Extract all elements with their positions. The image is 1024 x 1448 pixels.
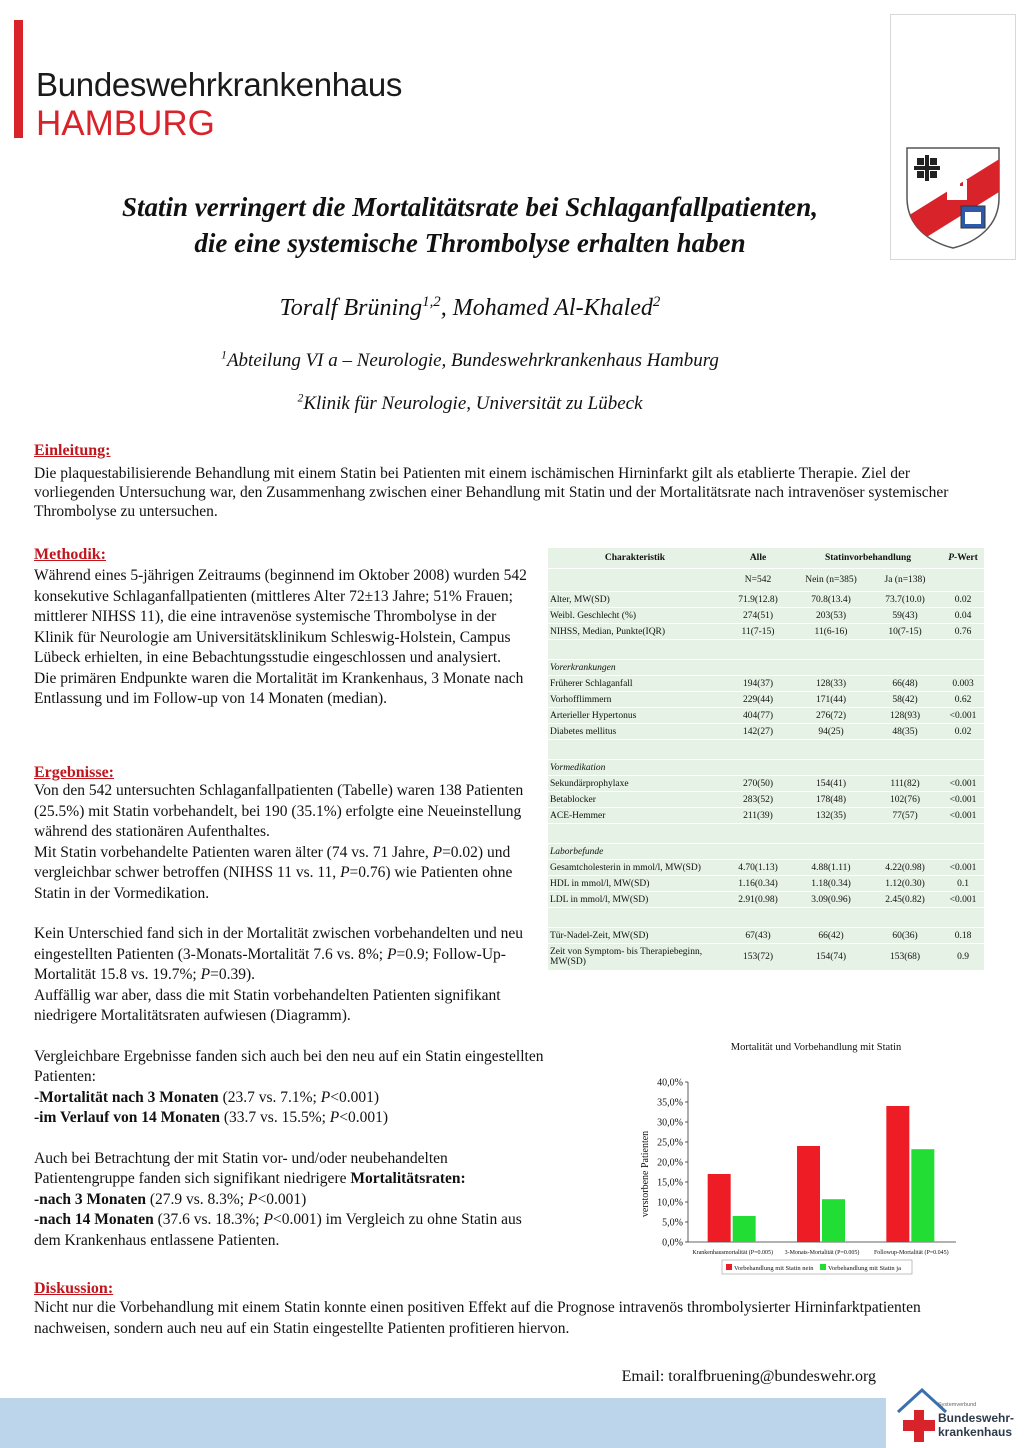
table-row	[548, 928, 984, 944]
table-header-cell: P-Wert	[942, 548, 984, 569]
table-cell-no: 66(42)	[794, 928, 868, 944]
affiliation-1-text: Abteilung VI a – Neurologie, Bundeswehrkrankenhaus Hamburg	[226, 350, 719, 371]
table-cell-yes: 1.12(0.30)	[868, 876, 942, 892]
table-cell-yes: 48(35)	[868, 724, 942, 740]
table-cell-label: Arterieller Hypertonus	[548, 708, 722, 724]
chart-bar	[822, 1199, 845, 1242]
table-cell-no: 11(6-16)	[794, 624, 868, 640]
table-cell-all: 404(77)	[722, 708, 794, 724]
table-cell-p: 0.62	[942, 692, 984, 708]
table-header-cell: Alle	[722, 548, 794, 569]
discussion-heading: Diskussion:	[34, 1280, 114, 1297]
table-cell-label: Sekundärprophylaxe	[548, 776, 722, 792]
table-category-row	[548, 760, 984, 776]
chart-x-tick-label: Krankenhausmortalität (P=0.005)	[692, 1250, 774, 1256]
results-list-item: -nach 14 Monaten (37.6 vs. 18.3%; P<0.001) im Vergleich zu ohne Statin aus dem Krankenhaus entlassene Patienten.	[34, 1211, 522, 1249]
results-list-item: -nach 3 Monaten (27.9 vs. 8.3%; P<0.001)	[34, 1190, 307, 1208]
table-category-label: Vorerkrankungen	[548, 660, 984, 676]
table-cell-label: Vorhofflimmern	[548, 692, 722, 708]
table-row	[548, 592, 984, 608]
chart-legend	[722, 1260, 912, 1274]
chart-bar	[708, 1174, 731, 1242]
table-header-row	[548, 548, 984, 569]
table-cell-yes: 58(42)	[868, 692, 942, 708]
table-body	[548, 592, 984, 971]
results-paragraph-3: Kein Unterschied fand sich in der Mortalität zwischen vorbehandelten und neu eingestellten Patienten (3-Monats-Mortalität 7.6 vs. 8%; P=0.9; Follow-Up-Mortalität 15.8 vs. 19.7%; P=0.39).	[34, 925, 523, 983]
table-cell-label: Tür-Nadel-Zeit, MW(SD)	[548, 928, 722, 944]
chart-y-tick-label: 0,0%	[662, 1237, 683, 1249]
affiliation-2-text: Klinik für Neurologie, Universität zu Lübeck	[303, 393, 643, 414]
table-cell-all: 71.9(12.8)	[722, 592, 794, 608]
chart-y-tick-label: 30,0%	[657, 1117, 683, 1129]
table-category-row	[548, 844, 984, 860]
table-cell-all: 229(44)	[722, 692, 794, 708]
mortality-chart	[626, 1032, 966, 1282]
chart-y-tick-label: 5,0%	[662, 1217, 683, 1229]
table-cell-p: <0.001	[942, 860, 984, 876]
table-cell-no: 3.09(0.96)	[794, 892, 868, 908]
table-cell-no: 154(41)	[794, 776, 868, 792]
table-cell-p: 0.76	[942, 624, 984, 640]
table-cell-all: 270(50)	[722, 776, 794, 792]
table-cell-all: 142(27)	[722, 724, 794, 740]
chart-bars	[708, 1106, 935, 1242]
table-cell-p: 0.02	[942, 592, 984, 608]
chart-y-tick-label: 25,0%	[657, 1137, 683, 1149]
characteristics-table	[548, 548, 984, 971]
author-1-affiliation: 1,2	[422, 294, 441, 310]
table-cell-p: 0.02	[942, 724, 984, 740]
table-row	[548, 608, 984, 624]
author-2: Mohamed Al-Khaled	[452, 295, 653, 321]
table-cell-no: 203(53)	[794, 608, 868, 624]
table-cell-all: 153(72)	[722, 944, 794, 971]
chart-y-axis-label: verstorbene Patienten	[640, 1130, 651, 1218]
chart-bar	[911, 1149, 934, 1242]
poster-title-line-2: die eine systemische Thrombolyse erhalten haben	[194, 228, 746, 258]
table-cell-yes: 111(82)	[868, 776, 942, 792]
table-cell-yes: 66(48)	[868, 676, 942, 692]
table-cell-yes: 10(7-15)	[868, 624, 942, 640]
table-cell-label: HDL in mmol/l, MW(SD)	[548, 876, 722, 892]
table-row	[548, 776, 984, 792]
table-cell-no: 132(35)	[794, 808, 868, 824]
table-row	[548, 692, 984, 708]
affiliation-2-number: 2	[297, 391, 304, 405]
table-subheader-row	[548, 569, 984, 592]
table-cell-label: ACE-Hemmer	[548, 808, 722, 824]
table-cell-all: 67(43)	[722, 928, 794, 944]
table-row	[548, 944, 984, 971]
results-heading: Ergebnisse:	[34, 764, 114, 781]
chart-x-tick-labels	[692, 1249, 948, 1256]
affiliation-2	[0, 393, 940, 415]
table-cell-all: 274(51)	[722, 608, 794, 624]
table-cell-yes: 4.22(0.98)	[868, 860, 942, 876]
chart-y-tick-label: 40,0%	[657, 1077, 683, 1089]
table-cell-no: 4.88(1.11)	[794, 860, 868, 876]
table-category-label: Laborbefunde	[548, 844, 984, 860]
table-subheader-cell: N=542	[722, 569, 794, 592]
table-cell-yes: 102(76)	[868, 792, 942, 808]
chart-legend-swatch	[726, 1264, 732, 1270]
methods-text	[34, 566, 534, 710]
table-cell-no: 276(72)	[794, 708, 868, 724]
results-list-item: -Mortalität nach 3 Monaten (23.7 vs. 7.1%; P<0.001)	[34, 1088, 379, 1106]
affiliation-1	[0, 350, 940, 372]
table-header-cell: Charakteristik	[548, 548, 722, 569]
table-cell-label: NIHSS, Median, Punkte(IQR)	[548, 624, 722, 640]
table-cell-label: Zeit von Symptom- bis Therapiebeginn, MW(SD)	[548, 944, 722, 971]
table-cell-no: 154(74)	[794, 944, 868, 971]
table-cell-p: <0.001	[942, 808, 984, 824]
results-text	[34, 781, 544, 1251]
table-cell-p: <0.001	[942, 708, 984, 724]
chart-legend-label: Vorbehandlung mit Statin ja	[828, 1265, 901, 1272]
table-row	[548, 624, 984, 640]
table-cell-p: 0.1	[942, 876, 984, 892]
chart-y-tick-label: 10,0%	[657, 1197, 683, 1209]
chart-bar	[733, 1216, 756, 1242]
table-cell-all: 2.91(0.98)	[722, 892, 794, 908]
table-cell-label: Betablocker	[548, 792, 722, 808]
table-row	[548, 892, 984, 908]
methods-heading: Methodik:	[34, 546, 106, 563]
table-row	[548, 708, 984, 724]
table-category-row	[548, 660, 984, 676]
author-2-affiliation: 2	[652, 294, 661, 310]
table-cell-yes: 60(36)	[868, 928, 942, 944]
table-row	[548, 676, 984, 692]
table-cell-p: 0.003	[942, 676, 984, 692]
table-row	[548, 792, 984, 808]
table-cell-no: 1.18(0.34)	[794, 876, 868, 892]
affiliation-1-number: 1	[221, 348, 227, 362]
authors	[0, 295, 940, 322]
chart-x-tick-label: 3-Monats-Mortalität (P=0.005)	[784, 1250, 860, 1256]
table-cell-yes: 2.45(0.82)	[868, 892, 942, 908]
table-cell-no: 94(25)	[794, 724, 868, 740]
table-cell-all: 283(52)	[722, 792, 794, 808]
discussion-text: Nicht nur die Vorbehandlung mit einem Statin konnte einen positiven Effekt auf die Prognose intravenös thrombolysierter Hirninfarktpatienten nachweisen, sondern auch neu auf ein Statin eingestellte Patienten profitieren hiervon.	[34, 1299, 921, 1337]
author-separator: ,	[440, 295, 453, 321]
table-row	[548, 808, 984, 824]
methods-paragraph-2: Die primären Endpunkte waren die Mortalität im Krankenhaus, 3 Monate nach Entlassung und im Follow-up von 14 Monaten (median).	[34, 669, 524, 707]
table-cell-all: 211(39)	[722, 808, 794, 824]
table-cell-no: 128(33)	[794, 676, 868, 692]
chart-y-tick-label: 35,0%	[657, 1097, 683, 1109]
chart-bar	[797, 1146, 820, 1242]
contact-email[interactable]: Email: toralfbruening@bundeswehr.org	[621, 1368, 876, 1385]
chart-title: Mortalität und Vorbehandlung mit Statin	[730, 1042, 902, 1053]
header-red-bar	[14, 20, 23, 138]
table-cell-no: 70.8(13.4)	[794, 592, 868, 608]
table-cell-yes: 59(43)	[868, 608, 942, 624]
table-cell-all: 11(7-15)	[722, 624, 794, 640]
intro-heading: Einleitung:	[34, 442, 111, 459]
results-paragraph-5-intro: Vergleichbare Ergebnisse fanden sich auch bei den neu auf ein Statin eingestellten Patienten:	[34, 1047, 544, 1085]
table-cell-all: 4.70(1.13)	[722, 860, 794, 876]
table-cell-yes: 77(57)	[868, 808, 942, 824]
methods-paragraph-1: Während eines 5-jährigen Zeitraums (beginnend im Oktober 2008) wurden 542 konsekutive Schlaganfallpatienten (mittleres Alter 72±13 Jahre; 51% Frauen; mittlerer NIHSS 11), die eine intravenöse systemische Thrombolyse in der Klinik für Neurologie am Universitätsklinikum Schleswig-Holstein, Campus Lübeck erhielten, in eine Bebachtungsstudie eingeschlossen und analysiert.	[34, 567, 527, 666]
table-cell-p: <0.001	[942, 792, 984, 808]
results-paragraph-1: Von den 542 untersuchten Schlaganfallpatienten (Tabelle) waren 138 Patienten (25.5%) mit Statin vorbehandelt, bei 190 (35.1%) erfolgte eine Neueinstellung während des stationären Aufenthaltes.	[34, 782, 524, 840]
chart-y-tick-label: 20,0%	[657, 1157, 683, 1169]
results-paragraph-2: Mit Statin vorbehandelte Patienten waren älter (74 vs. 71 Jahre, P=0.02) und vergleichbar schwer betroffen (NIHSS 11 vs. 11, P=0.76) wie Patienten ohne Statin in der Vormedikation.	[34, 843, 513, 902]
results-paragraph-4: Auffällig war aber, dass die mit Statin vorbehandelten Patienten signifikant niedrigere Mortalitätsraten aufwiesen (Diagramm).	[34, 986, 501, 1024]
table-cell-no: 178(48)	[794, 792, 868, 808]
table-cell-label: Weibl. Geschlecht (%)	[548, 608, 722, 624]
table-subheader-cell: Ja (n=138)	[868, 569, 942, 592]
chart-bar	[886, 1106, 909, 1242]
table-cell-yes: 153(68)	[868, 944, 942, 971]
table-cell-label: Früherer Schlaganfall	[548, 676, 722, 692]
intro-text: Die plaquestabilisierende Behandlung mit einem Statin bei Patienten mit einem ischämischen Hirninfarkt gilt als etablierte Therapie. Ziel der vorliegenden Untersuchung war, den Zusammenhang zwischen einer Behandlung mit Statin und der Mortalitätsrate nach intravenöser systemischer Thrombolyse zu untersuchen.	[34, 465, 949, 520]
bundeswehrkrankenhaus-logo	[892, 1382, 1020, 1446]
table-cell-p: 0.04	[942, 608, 984, 624]
chart-y-tick-label: 15,0%	[657, 1177, 683, 1189]
table-cell-label: Diabetes mellitus	[548, 724, 722, 740]
table-cell-yes: 73.7(10.0)	[868, 592, 942, 608]
logo-small-text: Systemverbund	[938, 1402, 977, 1408]
table-cell-all: 1.16(0.34)	[722, 876, 794, 892]
table-header-cell: Statinvorbehandlung	[794, 548, 942, 569]
table-cell-yes: 128(93)	[868, 708, 942, 724]
table-cell-label: LDL in mmol/l, MW(SD)	[548, 892, 722, 908]
table-cell-p: 0.18	[942, 928, 984, 944]
logo-line-2: krankenhaus	[938, 1425, 1013, 1439]
table-cell-all: 194(37)	[722, 676, 794, 692]
table-cell-p: <0.001	[942, 892, 984, 908]
author-1: Toralf Brüning	[279, 295, 423, 321]
chart-legend-label: Vorbehandlung mit Statin nein	[734, 1265, 814, 1272]
org-name: Bundeswehrkrankenhaus	[36, 66, 403, 103]
table-cell-label: Gesamtcholesterin in mmol/l, MW(SD)	[548, 860, 722, 876]
table-cell-label: Alter, MW(SD)	[548, 592, 722, 608]
table-row	[548, 876, 984, 892]
table-row	[548, 860, 984, 876]
results-paragraph-6: Auch bei Betrachtung der mit Statin vor- und/oder neubehandelten Patientengruppe fanden sich signifikant niedrigere Mortalitätsraten:	[34, 1149, 466, 1187]
table-cell-p: <0.001	[942, 776, 984, 792]
chart-legend-swatch	[820, 1264, 826, 1270]
org-city: HAMBURG	[36, 104, 215, 143]
table-subheader-cell: Nein (n=385)	[794, 569, 868, 592]
table-cell-no: 171(44)	[794, 692, 868, 708]
poster-title-line-1: Statin verringert die Mortalitätsrate bei Schlaganfallpatienten,	[121, 192, 819, 222]
table-category-label: Vormedikation	[548, 760, 984, 776]
table-row	[548, 724, 984, 740]
table-cell-p: 0.9	[942, 944, 984, 971]
footer-band	[0, 1398, 886, 1448]
chart-x-tick-label: Followup-Mortalität (P=0.045)	[873, 1250, 949, 1256]
results-list-item: -im Verlauf von 14 Monaten (33.7 vs. 15.5%; P<0.001)	[34, 1109, 389, 1126]
logo-line-1: Bundeswehr-	[938, 1411, 1015, 1425]
